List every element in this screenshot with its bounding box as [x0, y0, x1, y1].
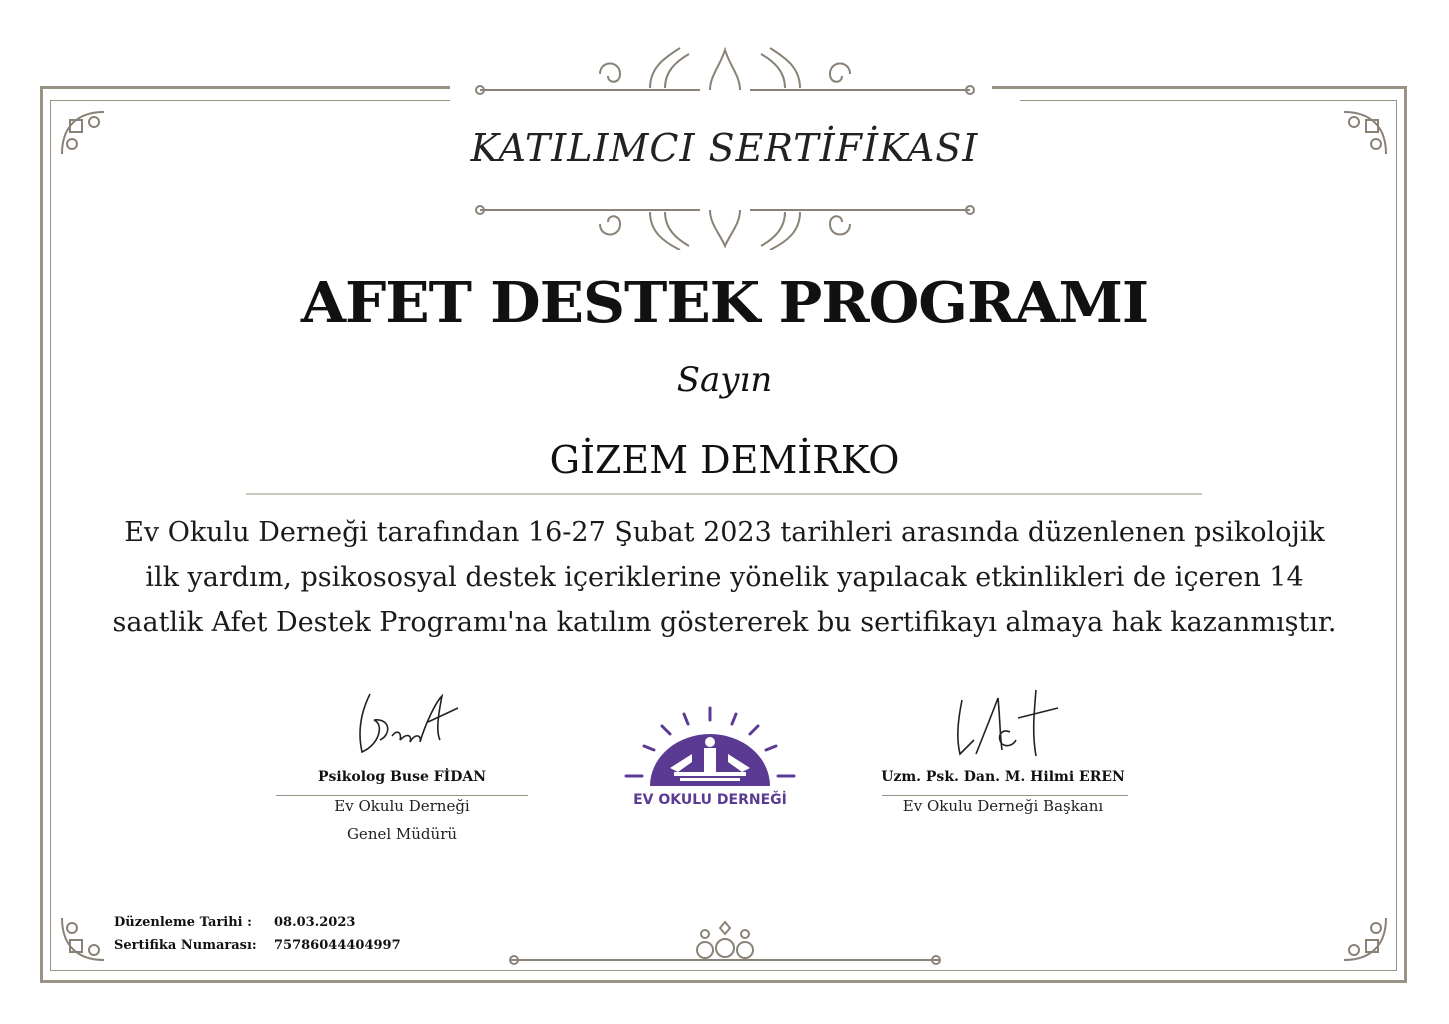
salutation: Sayın — [676, 360, 773, 400]
signatory-name-right: Uzm. Psk. Dan. M. Hilmi EREN — [881, 769, 1125, 785]
logo-text: EV OKULU DERNEĞİ — [633, 792, 787, 808]
cert-number-label: Sertifika Numarası: — [114, 938, 257, 953]
body-line: ilk yardım, psikososyal destek içeriklerine yönelik yapılacak etkinlikleri de içeren 14 — [145, 562, 1304, 593]
program-title: AFET DESTEK PROGRAMI — [300, 270, 1149, 336]
issue-date-row — [114, 915, 355, 930]
frame-top-right — [992, 86, 1407, 89]
signature-right — [940, 684, 1070, 768]
signatory-title-left-1: Ev Okulu Derneği — [334, 797, 470, 815]
issue-date-value: 08.03.2023 — [274, 915, 356, 930]
body-line: Ev Okulu Derneği tarafından 16-27 Şubat 2023 tarihleri arasında düzenlenen psikolojik — [124, 517, 1325, 548]
bottom-flourish-icon — [500, 918, 950, 968]
frame-top-left — [40, 86, 450, 89]
top-flourish-icon — [470, 44, 980, 104]
label-flourish-icon — [470, 190, 980, 250]
organization-logo — [620, 706, 800, 816]
sun-house-icon — [620, 706, 800, 796]
corner-ornament-bottom-left-icon — [58, 914, 110, 966]
certificate-body — [70, 510, 1379, 645]
inner-frame-bottom — [50, 970, 1397, 971]
signatory-title-right-1: Ev Okulu Derneği Başkanı — [902, 797, 1104, 815]
frame-left — [40, 86, 43, 983]
cert-number-value: 75786044404997 — [274, 938, 401, 953]
name-underline — [246, 493, 1202, 495]
signature-left — [340, 684, 470, 768]
inner-frame-top-right — [1020, 100, 1397, 101]
signatory-name-left: Psikolog Buse FİDAN — [317, 769, 487, 785]
signatory-title-left-2: Genel Müdürü — [346, 825, 458, 843]
inner-frame-top-left — [50, 100, 450, 101]
frame-right — [1404, 86, 1407, 983]
inner-frame-right — [1396, 100, 1397, 970]
issue-date-label: Düzenleme Tarihi : — [114, 915, 252, 930]
recipient-name: GİZEM DEMİRKO — [549, 438, 900, 482]
cert-number-row — [114, 938, 401, 953]
body-line: saatlik Afet Destek Programı'na katılım göstererek bu sertifikayı almaya hak kazanmıştır. — [112, 607, 1337, 638]
frame-bottom — [40, 980, 1407, 983]
inner-frame-left — [50, 100, 51, 970]
certificate-label: KATILIMCI SERTİFİKASI — [470, 126, 979, 170]
corner-ornament-bottom-right-icon — [1338, 914, 1390, 966]
